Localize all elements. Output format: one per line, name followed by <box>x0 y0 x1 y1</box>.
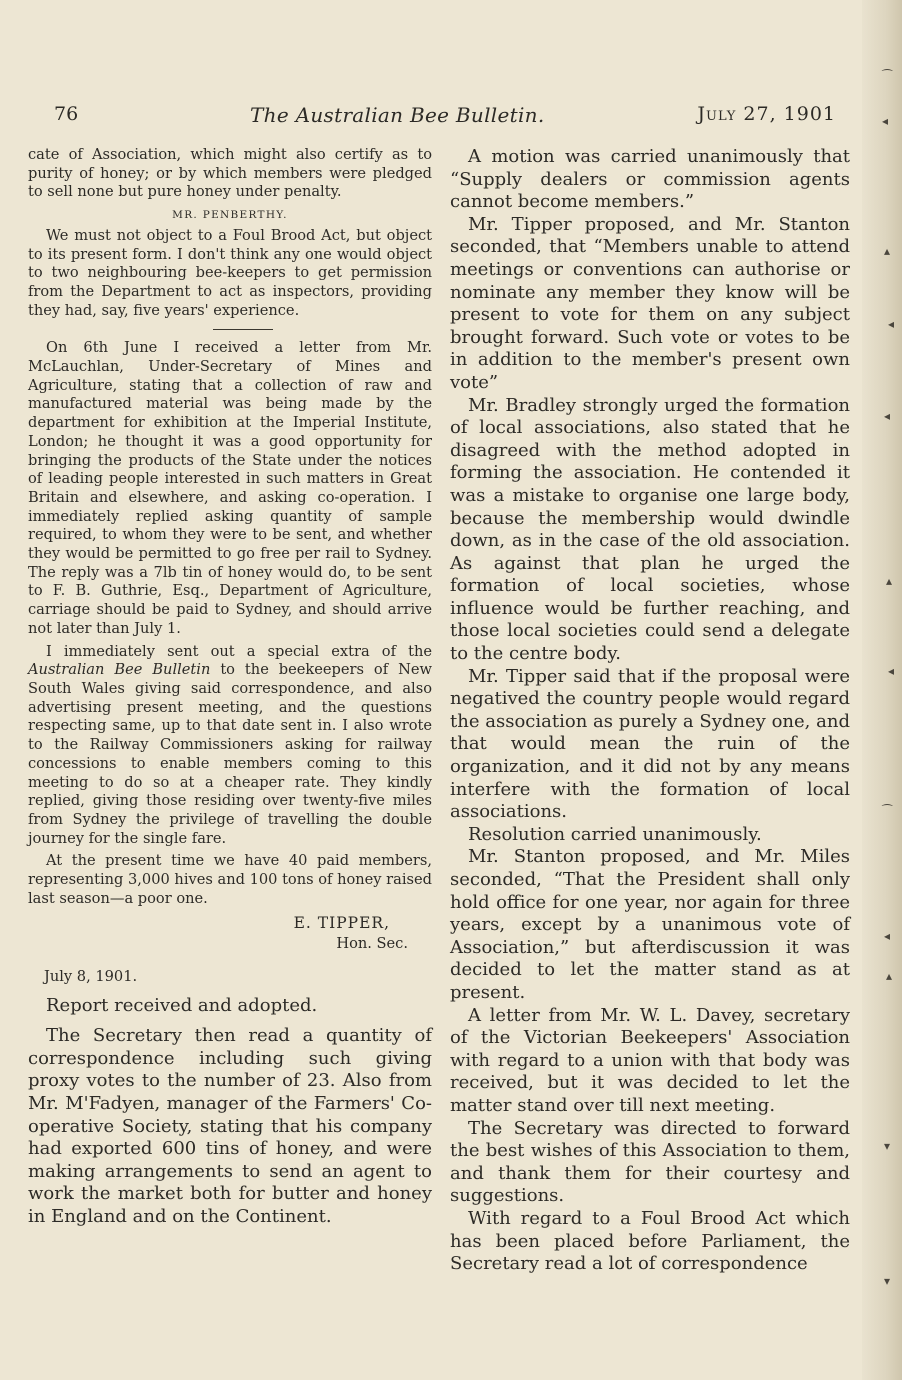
paragraph: A letter from Mr. W. L. Davey, secretary of the Victorian Beekeepers' Association with regard to a union with that body was received, but it was decided to let the matter stand over till next meeting. <box>450 1004 850 1116</box>
paragraph: Mr. Bradley strongly urged the formation of local associations, also stated that he disagreed with the method adopted in forming the association. He contended it was a mistake to organise one large body, because the membership would dwindle down, as in the case of the old association. As against that plan he urged the formation of local societies, whose influence would be further reaching, and those local societies could send a delegate to the centre body. <box>450 394 850 665</box>
edge-mark-icon: ◂ <box>883 929 890 943</box>
edge-mark-icon: ◂ <box>887 317 894 331</box>
edge-mark-icon: ▾ <box>883 1274 890 1288</box>
speaker-heading: MR. PENBERTHY. <box>172 209 288 222</box>
right-column <box>450 146 850 1276</box>
paragraph: At the present time we have 40 paid members, representing 3,000 hives and 100 tons of honey raised last season—a poor one. <box>28 852 432 907</box>
paragraph: The Secretary was directed to forward the best wishes of this Association to them, and thank them for their courtesy and suggestions. <box>450 1117 850 1207</box>
section-divider <box>213 329 273 330</box>
signature-name: E. TIPPER, <box>293 914 390 933</box>
paragraph: Mr. Tipper proposed, and Mr. Stanton seconded, that “Members unable to attend meetings or conventions can authorise or nominate any member they know will be present to vote for them on any subject brought forward. Such vote or votes to be in addition to the member's present own vote” <box>450 213 850 393</box>
paragraph: Mr. Stanton proposed, and Mr. Miles seconded, “That the President shall only hold office for one year, nor again for three years, except by a unanimous vote of Association,” but afterdiscussion it was decided to let the matter stand as at present. <box>450 846 850 1003</box>
journal-name-italic: Australian Bee Bulletin <box>28 661 211 679</box>
paragraph: cate of Association, which might also certify as to purity of honey; or by which members were pledged to sell none but pure honey under penalty. <box>28 146 432 201</box>
edge-mark-icon: ⁀ <box>882 69 892 83</box>
paragraph: A motion was carried unanimously that “Supply dealers or commission agents cannot become members.” <box>450 146 850 213</box>
edge-mark-icon: ▾ <box>883 1139 890 1153</box>
edge-mark-icon: ⁀ <box>882 804 892 818</box>
paragraph: We must not object to a Foul Brood Act, but object to its present form. I don't think any one would object to two neighbouring bee-keepers to get permission from the Department to act as inspectors, providing they had, say, five years' experience. <box>28 226 432 319</box>
journal-title: The Australian Bee Bulletin. <box>250 103 545 127</box>
text-run: I immediately sent out a special extra of the <box>46 642 432 660</box>
edge-mark-icon: ▴ <box>885 574 892 588</box>
paragraph: Mr. Tipper said that if the proposal were negatived the country people would regard the association as purely a Sydney one, and that would mean the ruin of the organization, and it did not by any means interfere with the formation of local associations. <box>450 665 850 823</box>
paragraph: With regard to a Foul Brood Act which has been placed before Parliament, the Secretary read a lot of correspondence <box>450 1207 850 1275</box>
page-header <box>54 103 844 133</box>
paragraph: Resolution carried unanimously. <box>468 823 762 845</box>
edge-mark-icon: ◂ <box>881 114 888 128</box>
text-run: to the beekeepers of New South Wales giving said correspondence, and also advertising present meeting, and the questions respecting same, up to that date sent in. I also wrote to the Railway Commissioners asking for railway concessions to enable members coming to this meeting to do so at a cheaper rate. They kindly replied, giving those residing over twenty-five miles from Sydney the privilege of travelling the double journey for the single fare. <box>28 661 432 847</box>
edge-mark-icon: ▴ <box>883 244 890 258</box>
signature-title: Hon. Sec. <box>336 935 408 953</box>
edge-mark-icon: ◂ <box>887 664 894 678</box>
paragraph: On 6th June I received a letter from Mr. McLauchlan, Under-Secretary of Mines and Agriculture, stating that a collection of raw and manufactured material was being made by the department for exhibition at the Imperial Institute, London; he thought it was a good opportunity for bringing the products of the State under the notices of leading people interested in such matters in Great Britain and elsewhere, and asking co-operation. I immediately replied asking quantity of sample required, to whom they were to be sent, and whether they would be permitted to go free per rail to Sydney. The reply was a 7lb tin of honey would do, to be sent to F. B. Guthrie, Esq., Department of Agriculture, carriage should be paid to Sydney, and should arrive not later than July 1. <box>28 339 432 637</box>
edge-mark-icon: ▴ <box>885 969 892 983</box>
issue-date: July 27, 1901 <box>697 103 836 125</box>
edge-mark-icon: ◂ <box>883 409 890 423</box>
paragraph <box>28 643 432 849</box>
left-column <box>28 146 432 1228</box>
paragraph: The Secretary then read a quantity of correspondence including such giving proxy votes to the number of 23. Also from Mr. M'Fadyen, manager of the Farmers' Co-operative Society, stating that his company had exported 600 tins of honey, and were making arrangements to send an agent to work the market both for butter and honey in England and on the Continent. <box>28 1025 432 1227</box>
dateline: July 8, 1901. <box>44 967 138 985</box>
report-line: Report received and adopted. <box>46 994 318 1016</box>
page-edge <box>862 0 902 1380</box>
page-number: 76 <box>54 103 79 125</box>
